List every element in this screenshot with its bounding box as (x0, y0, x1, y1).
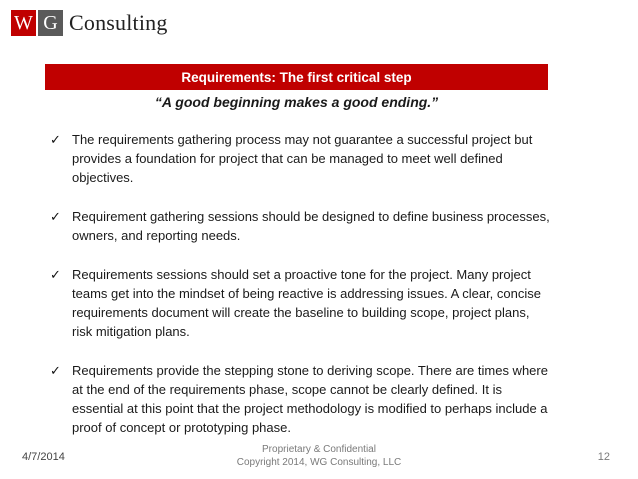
bullet-text: Requirements provide the stepping stone to deriving scope. There are times where at the end of the requirements phase, scope cannot be clearly defined. It is essential at this point that the project methodology is modified to perhaps include a proof of concept or prototyping phase. (72, 363, 548, 435)
logo-letter-g: G (38, 10, 63, 36)
logo-text: Consulting (69, 10, 168, 35)
footer-copyright-line: Copyright 2014, WG Consulting, LLC (236, 457, 402, 468)
footer-confidential (200, 443, 438, 469)
bullet-text: Requirement gathering sessions should be designed to define business processes, owners, and reporting needs. (72, 209, 550, 243)
checkmark-icon: ✓ (50, 267, 61, 282)
list-item (50, 265, 550, 341)
bullet-text: The requirements gathering process may not guarantee a successful project but provides a foundation for project that can be managed to meet well defined objectives. (72, 132, 533, 185)
list-item (50, 361, 550, 437)
footer-date: 4/7/2014 (22, 451, 65, 463)
company-logo (11, 9, 168, 37)
list-item (50, 207, 550, 245)
footer-confidential-line: Proprietary & Confidential (262, 444, 376, 455)
checkmark-icon: ✓ (50, 209, 61, 224)
slide-quote: “A good beginning makes a good ending.” (154, 94, 439, 110)
page-number: 12 (597, 451, 610, 463)
checkmark-icon: ✓ (50, 132, 61, 147)
list-item (50, 130, 550, 187)
checkmark-icon: ✓ (50, 363, 61, 378)
bullet-list (50, 130, 550, 457)
slide-title-bar (45, 64, 548, 90)
bullet-text: Requirements sessions should set a proactive tone for the project. Many project teams get into the mindset of being reactive is addressing issues. A clear, concise requirements document will create the baseline to building scope, project plans, risk mitigation plans. (72, 267, 541, 339)
slide-title: Requirements: The first critical step (181, 69, 412, 85)
logo-letter-w: W (11, 10, 36, 36)
